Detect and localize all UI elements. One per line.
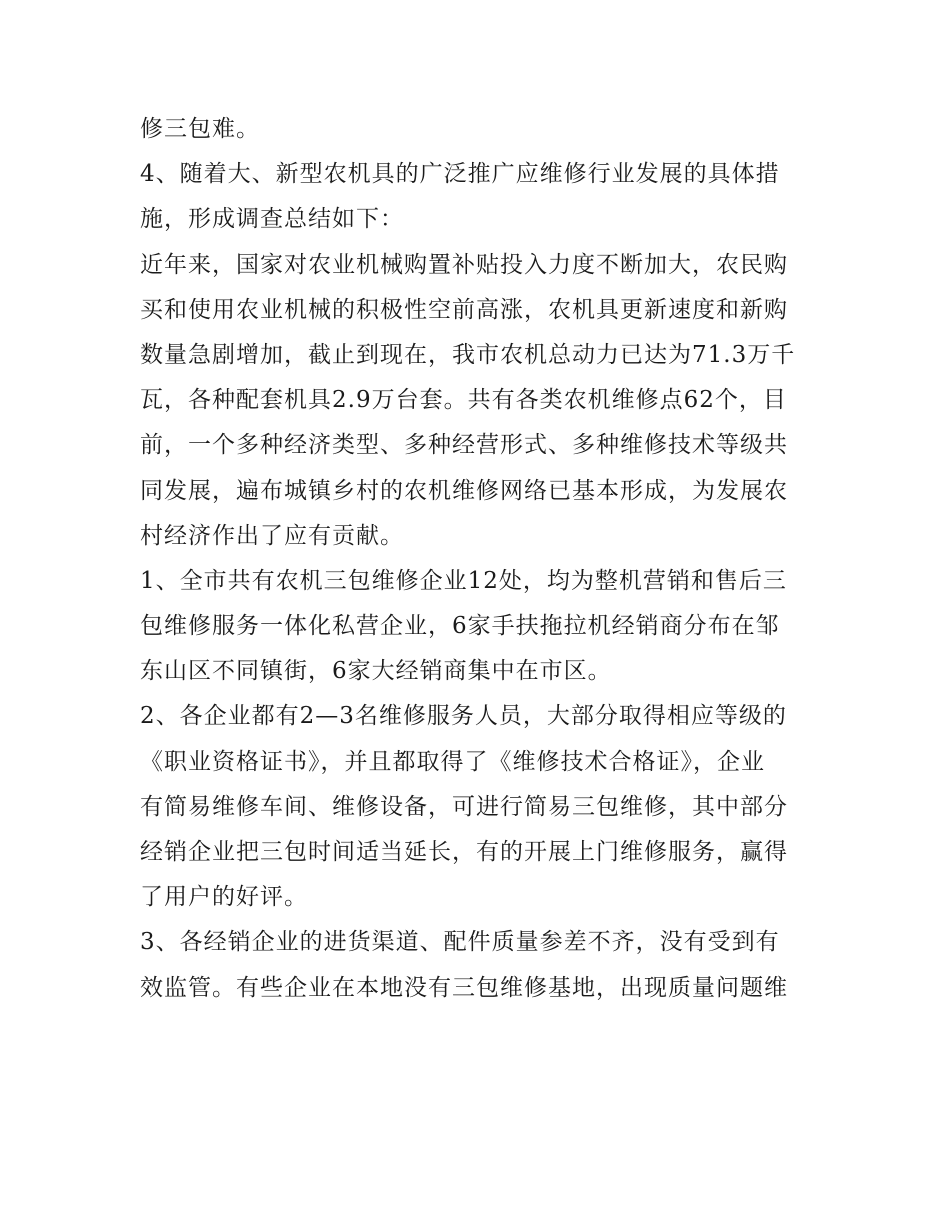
text-line: 2、各企业都有2—3名维修服务人员，大部分取得相应等级的 bbox=[140, 703, 787, 730]
text-line: 4、随着大、新型农机具的广泛推广应维修行业发展的具体措 bbox=[140, 161, 780, 188]
text-line: 修三包难。 bbox=[140, 116, 260, 142]
text-line: 1、全市共有农机三包维修企业12处，均为整机营销和售后三 bbox=[140, 567, 787, 594]
text-line: 有简易维修车间、维修设备，可进行简易三包维修，其中部分 bbox=[140, 793, 788, 820]
text-line: 数量急剧增加，截止到现在，我市农机总动力已达为71.3万千 bbox=[140, 341, 796, 368]
text-line: 村经济作出了应有贡献。 bbox=[140, 522, 404, 549]
text-line: 经销企业把三包时间适当延长，有的开展上门维修服务，赢得 bbox=[140, 839, 788, 865]
text-line: 效监管。有些企业在本地没有三包维修基地，出现质量问题维 bbox=[140, 974, 788, 1001]
text-line: 施，形成调查总结如下： bbox=[140, 206, 404, 233]
text-line: 3、各经销企业的进货渠道、配件质量参差不齐，没有受到有 bbox=[140, 929, 780, 956]
text-line: 了用户的好评。 bbox=[140, 884, 308, 911]
text-line: 东山区不同镇街，6家大经销商集中在市区。 bbox=[140, 658, 612, 685]
text-line: 同发展，遍布城镇乡村的农机维修网络已基本形成，为发展农 bbox=[140, 477, 788, 504]
text-line: 买和使用农业机械的积极性空前高涨，农机具更新速度和新购 bbox=[140, 296, 788, 323]
text-line: 包维修服务一体化私营企业，6家手扶拖拉机经销商分布在邹 bbox=[140, 613, 780, 640]
document-page bbox=[140, 107, 830, 1011]
text-line: 瓦，各种配套机具2.9万台套。共有各类农机维修点62个，目 bbox=[140, 387, 787, 414]
text-line: 前，一个多种经济类型、多种经营形式、多种维修技术等级共 bbox=[140, 432, 788, 459]
text-line: 近年来，国家对农业机械购置补贴投入力度不断加大，农民购 bbox=[140, 251, 788, 278]
text-line: 《职业资格证书》，并且都取得了《维修技术合格证》，企业 bbox=[140, 748, 765, 775]
